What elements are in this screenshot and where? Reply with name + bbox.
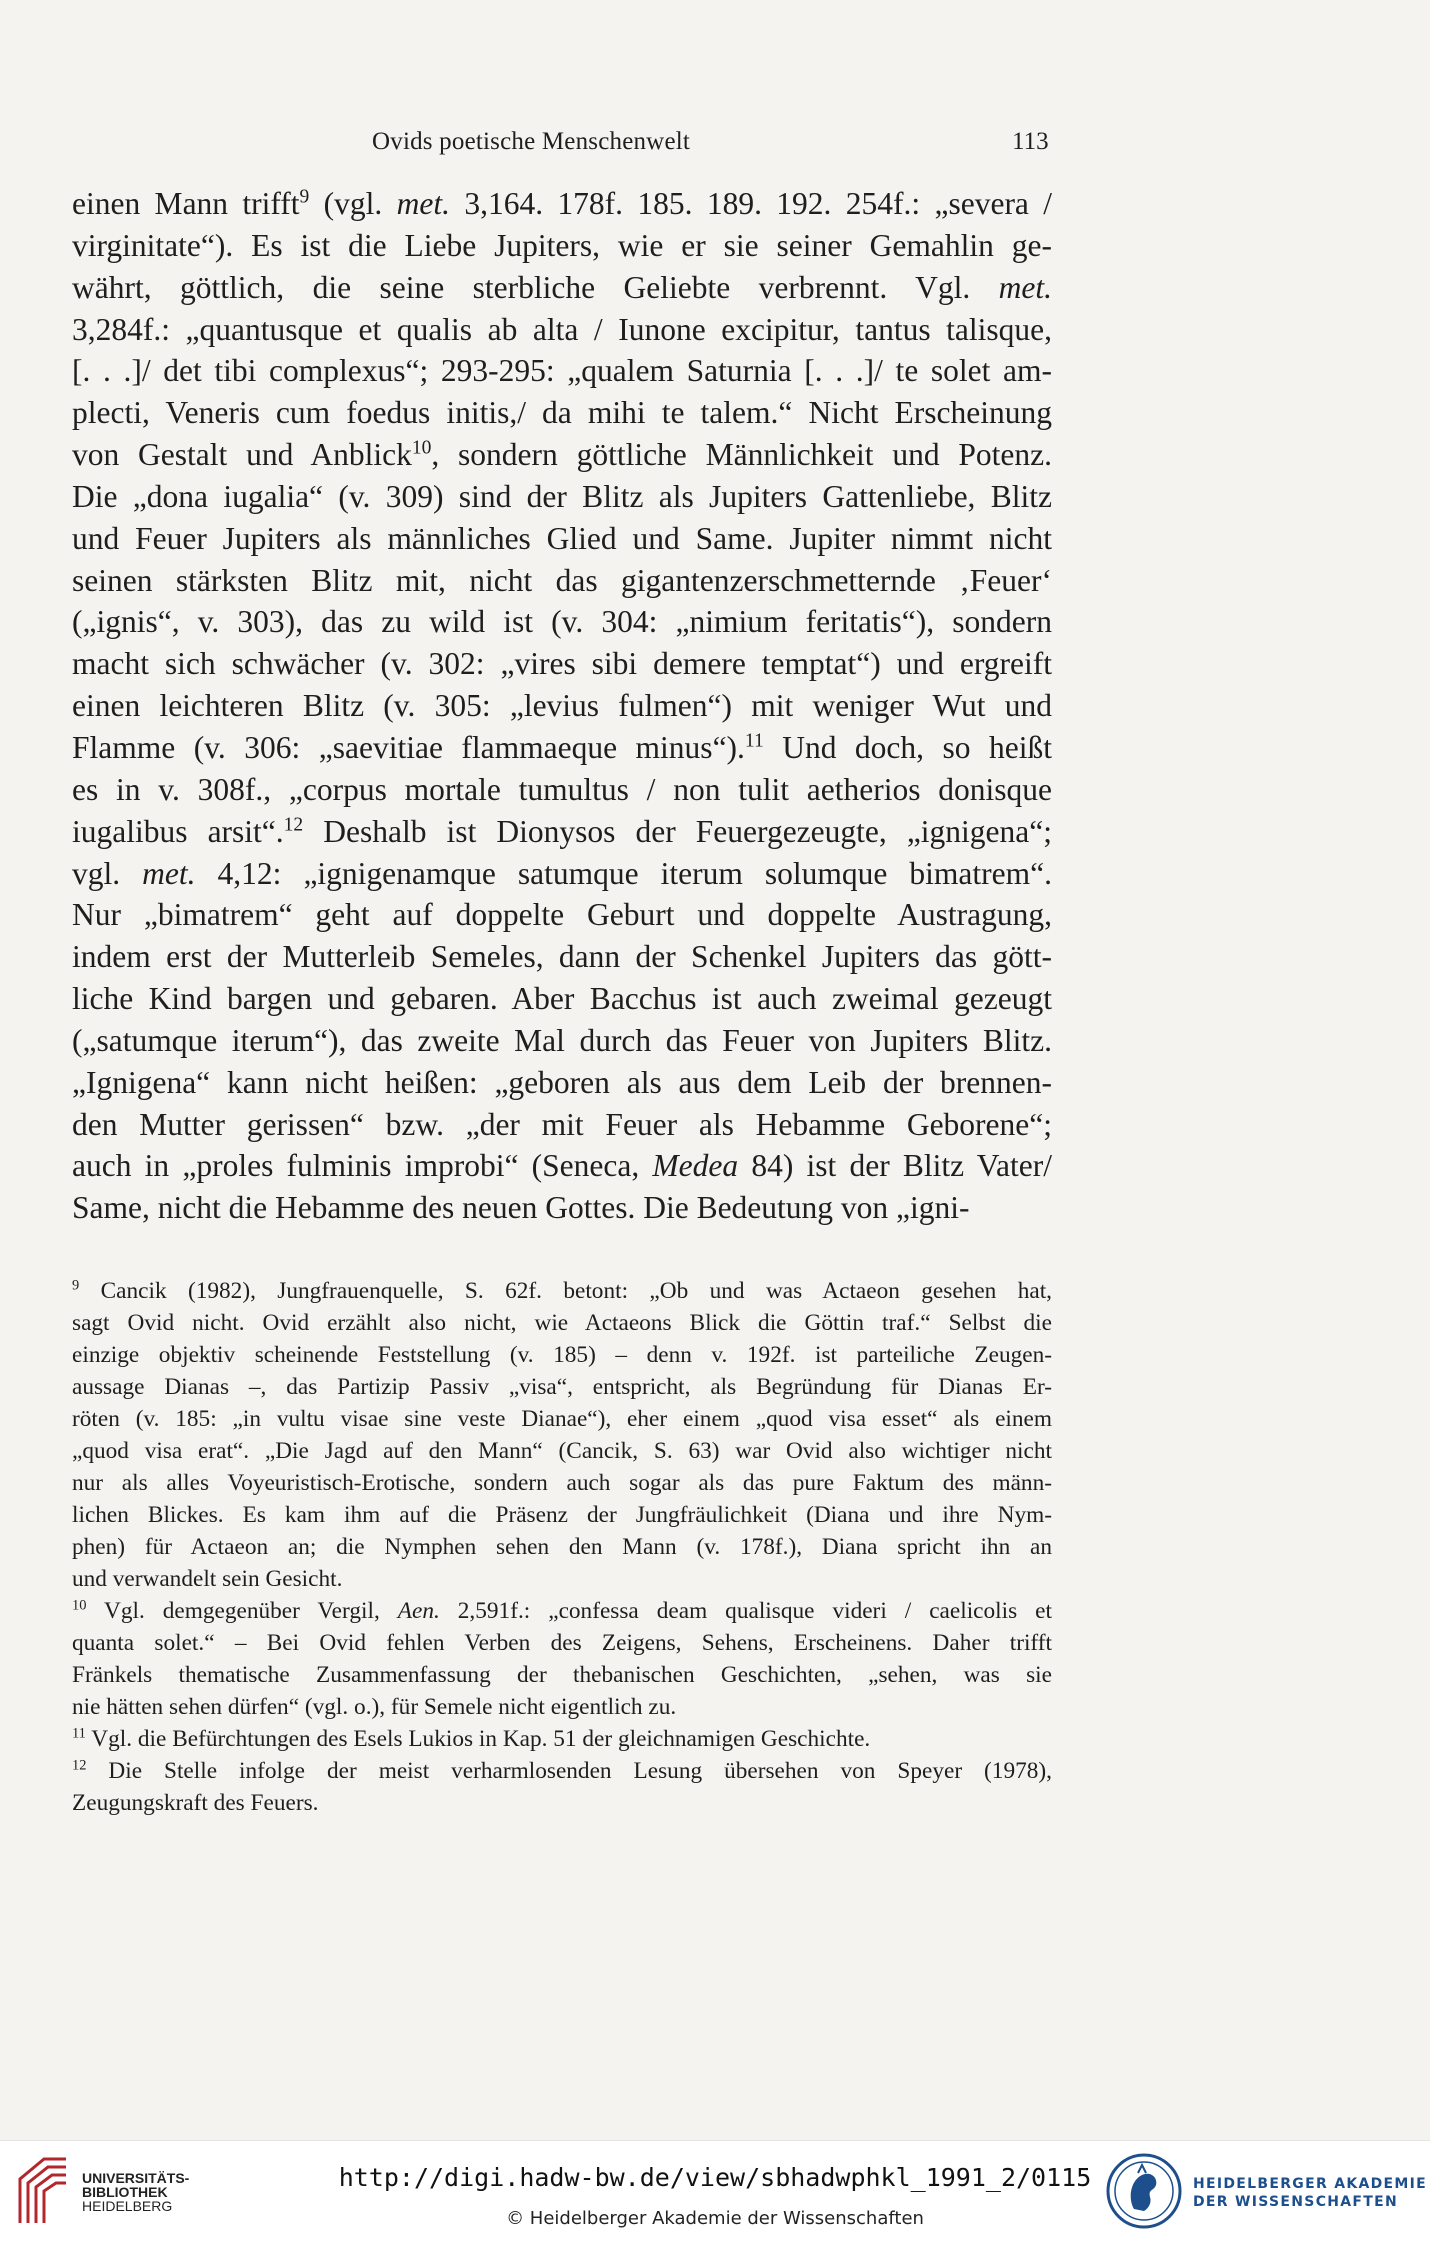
text-line: von Gestalt und Anblick$^{10}$, sondern göttliche Männlichkeit und Potenz. bbox=[72, 437, 1052, 473]
footnote-line: quanta solet.“ – Bei Ovid fehlen Verben des Zeigens, Sehens, Erscheinens. Daher trifft bbox=[72, 1630, 1052, 1656]
footnote-line: nur als alles Voyeuristisch-Erotische, sondern auch sogar als das pure Faktum des männ- bbox=[72, 1470, 1052, 1496]
text-line: Flamme (v. 306: „saevitiae flammaeque minus“).$^{11}$ Und doch, so heißt bbox=[72, 729, 1052, 765]
text-line: iugalibus arsit“.$^{12}$ Deshalb ist Dionysos der Feuergezeugte, „ignigena“; bbox=[72, 813, 1052, 849]
running-head bbox=[0, 128, 1430, 162]
text-line: Nur „bimatrem“ geht auf doppelte Geburt und doppelte Austragung, bbox=[72, 897, 1052, 933]
text-line: es in v. 308f., „corpus mortale tumultus / non tulit aetherios donisque bbox=[72, 771, 1052, 807]
text-line: indem erst der Mutterleib Semeles, dann der Schenkel Jupiters das gött- bbox=[72, 939, 1052, 975]
footnote-line: phen) für Actaeon an; die Nymphen sehen den Mann (v. 178f.), Diana spricht ihn an bbox=[72, 1534, 1052, 1560]
academy-seal-icon[interactable] bbox=[1104, 2151, 1184, 2231]
library-name-line1: UNIVERSITÄTS- bbox=[82, 2170, 190, 2186]
text-line: Same, nicht die Hebamme des neuen Gottes. Die Bedeutung von „igni- bbox=[72, 1190, 970, 1226]
text-line: 3,284f.: „quantusque et qualis ab alta / Iunone excipitur, tantus talisque, bbox=[72, 311, 1052, 347]
text-line: plecti, Veneris cum foedus initis,/ da mihi te talem.“ Nicht Erscheinung bbox=[72, 395, 1052, 431]
page-number: 113 bbox=[1012, 128, 1049, 155]
footnote-line: einzige objektiv scheinende Feststellung (v. 185) – denn v. 192f. ist parteiliche Zeugen- bbox=[72, 1342, 1052, 1368]
footnote-line: $^9$ Cancik (1982), Jungfrauenquelle, S. 62f. betont: „Ob und was Actaeon gesehen hat, bbox=[72, 1277, 1052, 1304]
text-line: vgl. met. 4,12: „ignigenamque satumque iterum solumque bimatrem“. bbox=[72, 855, 1052, 891]
footnote-line: $^{11}$ Vgl. die Befürchtungen des Esels Lukios in Kap. 51 der gleichnamigen Geschichte. bbox=[72, 1725, 871, 1752]
text-line: macht sich schwächer (v. 302: „vires sibi demere temptat“) und ergreift bbox=[72, 646, 1052, 682]
academy-name-line1: HEIDELBERGER AKADEMIE bbox=[1193, 2176, 1428, 2192]
text-line: liche Kind bargen und gebaren. Aber Bacchus ist auch zweimal gezeugt bbox=[72, 981, 1052, 1017]
text-line: Die „dona iugalia“ (v. 309) sind der Blitz als Jupiters Gattenliebe, Blitz bbox=[72, 478, 1052, 514]
running-title: Ovids poetische Menschenwelt bbox=[372, 128, 691, 155]
footnote-line: $^{12}$ Die Stelle infolge der meist verharmlosenden Lesung übersehen von Speyer (1978), bbox=[72, 1757, 1052, 1784]
copyright-notice: © Heidelberger Akademie der Wissenschaften bbox=[506, 2208, 924, 2229]
document-url-link[interactable]: http://digi.hadw-bw.de/view/sbhadwphkl_1991_2/0115 bbox=[338, 2163, 1092, 2192]
text-line: währt, göttlich, die seine sterbliche Geliebte verbrennt. Vgl. met. bbox=[72, 269, 1052, 305]
footnote-line: lichen Blickes. Es kam ihm auf die Präsenz der Jungfräulichkeit (Diana und ihre Nym- bbox=[72, 1502, 1052, 1528]
text-line: einen leichteren Blitz (v. 305: „levius fulmen“) mit weniger Wut und bbox=[72, 688, 1052, 724]
academy-name-line2: DER WISSENSCHAFTEN bbox=[1193, 2194, 1399, 2210]
text-line: und Feuer Jupiters als männliches Glied und Same. Jupiter nimmt nicht bbox=[72, 520, 1052, 556]
text-line: den Mutter gerissen“ bzw. „der mit Feuer als Hebamme Geborene“; bbox=[72, 1106, 1052, 1142]
footnote-line: Fränkels thematische Zusammenfassung der thebanischen Geschichten, „sehen, was sie bbox=[72, 1662, 1052, 1688]
academy-name[interactable] bbox=[1193, 2175, 1427, 2211]
text-line: einen Mann trifft$^9$ (vgl. met. 3,164. 178f. 185. 189. 192. 254f.: „severa / bbox=[72, 186, 1053, 221]
footnote-line: nie hätten sehen dürfen“ (vgl. o.), für Semele nicht eigentlich zu. bbox=[72, 1694, 677, 1720]
footnote-line: und verwandelt sein Gesicht. bbox=[72, 1566, 343, 1592]
footnote-line: aussage Dianas –, das Partizip Passiv „visa“, entspricht, als Begründung für Dianas Er- bbox=[72, 1374, 1052, 1400]
footnote-line: sagt Ovid nicht. Ovid erzählt also nicht, wie Actaeons Blick die Göttin traf.“ Selbst die bbox=[72, 1310, 1052, 1336]
text-line: („ignis“, v. 303), das zu wild ist (v. 304: „nimium feritatis“), sondern bbox=[72, 604, 1052, 640]
text-line: auch in „proles fulminis improbi“ (Seneca, Medea 84) ist der Blitz Vater/ bbox=[72, 1148, 1052, 1184]
text-line: [. . .]/ det tibi complexus“; 293-295: „qualem Saturnia [. . .]/ te solet am- bbox=[72, 353, 1052, 389]
footnote-line: röten (v. 185: „in vultu visae sine veste Dianae“), eher einem „quod visa esset“ als einem bbox=[72, 1406, 1052, 1432]
footnotes bbox=[72, 1275, 1052, 1819]
text-line: „Ignigena“ kann nicht heißen: „geboren als aus dem Leib der brennen- bbox=[72, 1064, 1052, 1100]
text-line: seinen stärksten Blitz mit, nicht das gigantenzerschmetternde ‚Feuer‘ bbox=[72, 562, 1052, 598]
text-line: virginitate“). Es ist die Liebe Jupiters, wie er sie seiner Gemahlin ge- bbox=[72, 227, 1052, 263]
footer-bar bbox=[0, 2140, 1430, 2244]
footnote-line: Zeugungskraft des Feuers. bbox=[72, 1790, 319, 1816]
footnote-line: $^{10}$ Vgl. demgegenüber Vergil, Aen. 2,591f.: „confessa deam qualisque videri / caelicolis et bbox=[72, 1597, 1052, 1624]
library-name-line2: BIBLIOTHEK bbox=[82, 2184, 168, 2200]
text-line: („satumque iterum“), das zweite Mal durch das Feuer von Jupiters Blitz. bbox=[72, 1022, 1052, 1058]
main-text bbox=[72, 183, 1052, 1229]
library-name-line3: HEIDELBERG bbox=[82, 2198, 173, 2214]
footnote-line: „quod visa erat“. „Die Jagd auf den Mann“ (Cancik, S. 63) war Ovid also wichtiger nicht bbox=[72, 1438, 1052, 1464]
